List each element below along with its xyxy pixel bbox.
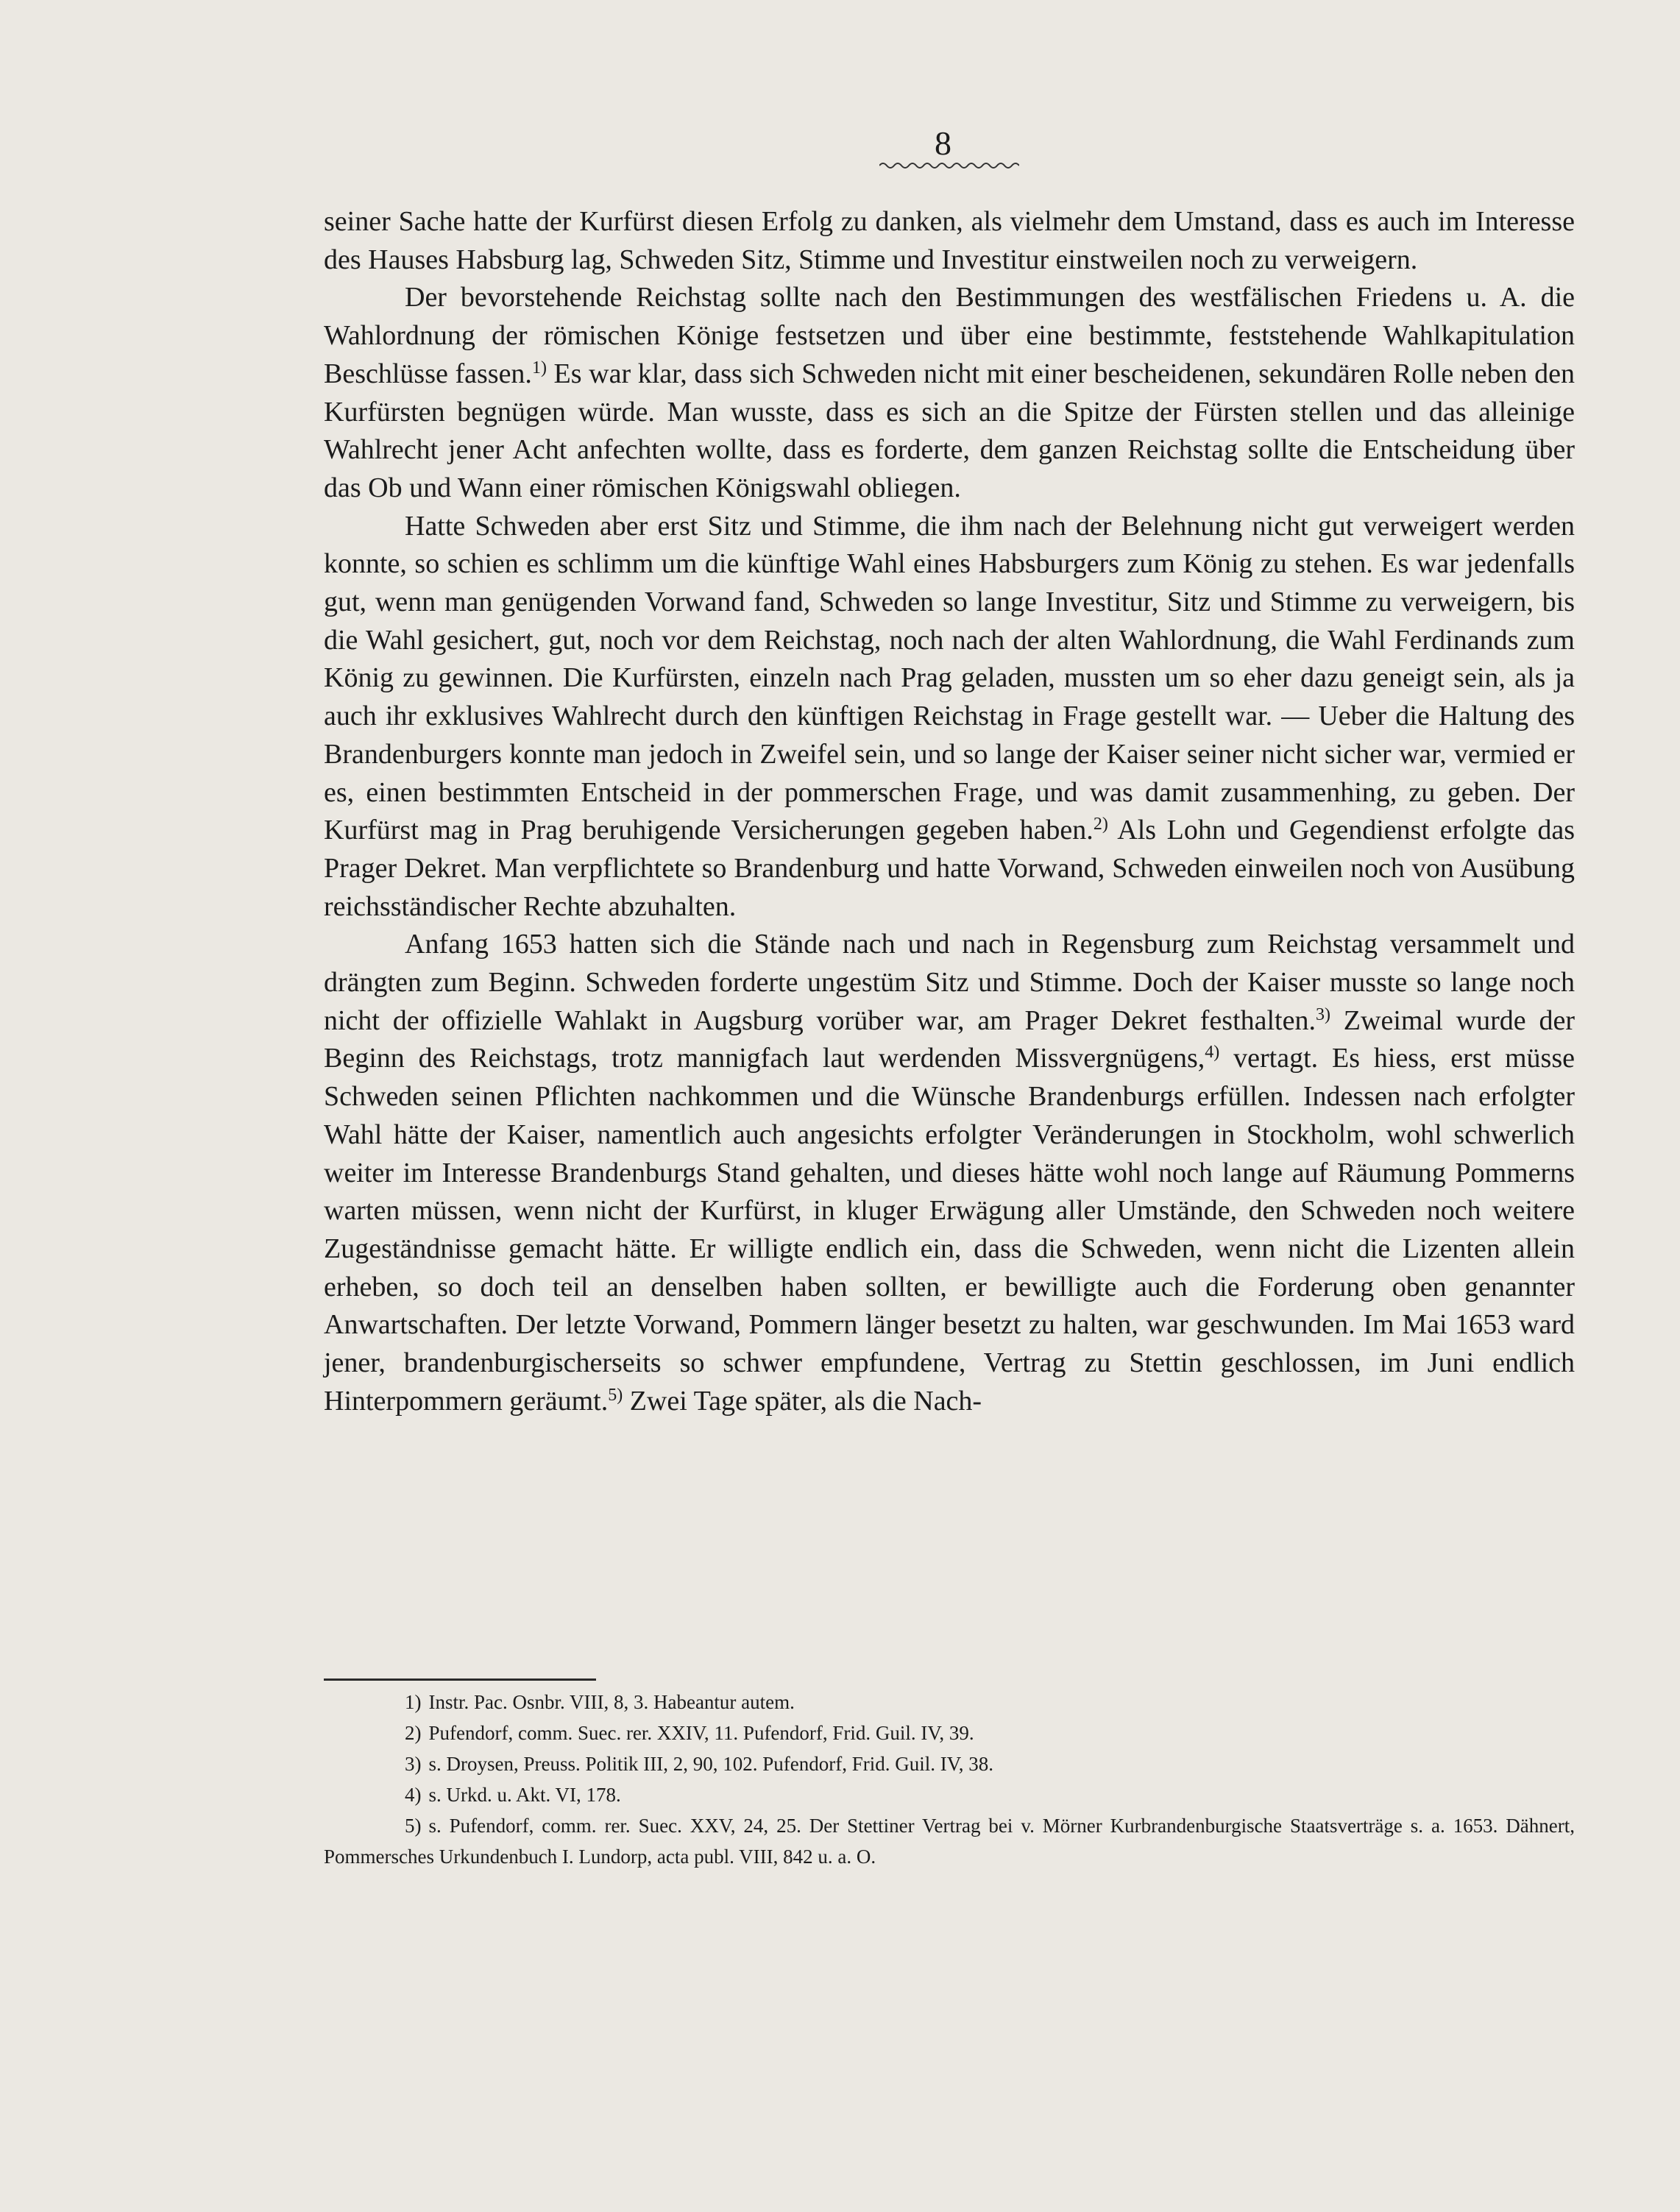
footnote-reference: 1) bbox=[531, 358, 547, 377]
main-text bbox=[324, 203, 1575, 1421]
text-run: Der bevorstehende Reichstag sollte nach den Bestimmungen des westfälischen Friedens u. A. die Wahlordnung der römischen Könige festsetzen und über eine bestimmte, feststehende Wahlkapitulation Beschlüsse fassen. bbox=[324, 282, 1575, 389]
ornament-wavy-rule bbox=[879, 160, 1019, 171]
footnote-marker: 4) bbox=[405, 1784, 422, 1806]
footnote bbox=[324, 1810, 1575, 1872]
footnote-marker: 3) bbox=[405, 1753, 422, 1775]
paragraph bbox=[324, 508, 1575, 926]
footnote-text: Pufendorf, comm. Suec. rer. XXIV, 11. Pufendorf, Frid. Guil. IV, 39. bbox=[428, 1722, 974, 1744]
footnote-separator bbox=[324, 1679, 596, 1681]
footnote-marker: 2) bbox=[405, 1722, 422, 1744]
text-run: Als Lohn und Gegendienst erfolgte das Prager Dekret. Man verpflichtete so Brandenburg und hatte Vorwand, Schweden einweilen noch von Ausübung reichsständischer Rechte abzuhalten. bbox=[324, 815, 1575, 922]
footnote-text: s. Pufendorf, comm. rer. Suec. XXV, 24, 25. Der Stettiner Vertrag bei v. Mörner Kurbrandenburgische Staatsverträge s. a. 1653. Dähnert, Pommersches Urkundenbuch I. Lundorp, acta publ. VIII, 842 u. a. O. bbox=[324, 1815, 1575, 1868]
footnote-text: s. Droysen, Preuss. Politik III, 2, 90, 102. Pufendorf, Frid. Guil. IV, 38. bbox=[428, 1753, 993, 1775]
footnote-marker: 5) bbox=[405, 1815, 422, 1837]
footnote-text: s. Urkd. u. Akt. VI, 178. bbox=[428, 1784, 621, 1806]
text-run: Hatte Schweden aber erst Sitz und Stimme, die ihm nach der Belehnung nicht gut verweigert werden konnte, so schien es schlimm um die künftige Wahl eines Habsburgers zum König zu stehen. Es war jedenfalls gut, wenn man genügenden Vorwand fand, Schweden so lange Investitur, Sitz und Stimme zu verweigern, bis die Wahl gesichert, gut, noch vor dem Reichstag, noch nach der alten Wahlordnung, die Wahl Ferdinands zum König zu gewinnen. Die Kurfürsten, einzeln nach Prag geladen, mussten um so eher dazu geneigt sein, als ja auch ihr exklusives Wahlrecht durch den künftigen Reichstag in Frage gestellt war. — Ueber die Haltung des Brandenburgers konnte man jedoch in Zweifel sein, und so lange der Kaiser seiner nicht sicher war, vermied er es, einen bestimmten Entscheid in der pommerschen Frage, und was damit zusammenhing, zu geben. Der Kurfürst mag in Prag beruhigende Versicherungen gegeben haben. bbox=[324, 510, 1575, 846]
footnote bbox=[324, 1779, 1575, 1810]
text-run: Zweimal wurde der Beginn des Reichstags, trotz mannigfach laut werdenden Missvergnügens, bbox=[324, 1004, 1575, 1074]
text-run: Es war klar, dass sich Schweden nicht mit einer bescheidenen, sekundären Rolle neben den Kurfürsten begnügen würde. Man wusste, dass es sich an die Spitze der Fürsten stellen und das alleinige Wahlrecht jener Acht anfechten wollte, dass es forderte, dem ganzen Reichstag sollte die Entscheidung über das Ob und Wann einer römischen Königswahl obliegen. bbox=[324, 358, 1575, 503]
footnote bbox=[324, 1748, 1575, 1779]
footnote-marker: 1) bbox=[405, 1691, 422, 1713]
paragraph bbox=[324, 279, 1575, 507]
footnote-reference: 4) bbox=[1205, 1043, 1220, 1063]
paragraph bbox=[324, 926, 1575, 1420]
footnote-reference: 2) bbox=[1093, 815, 1108, 834]
text-run: seiner Sache hatte der Kurfürst diesen Erfolg zu danken, als vielmehr dem Umstand, dass es auch im Interesse des Hauses Habsburg lag, Schweden Sitz, Stimme und Investitur einstweilen noch zu verweigern. bbox=[324, 206, 1575, 275]
footnote bbox=[324, 1687, 1575, 1718]
footnote-text: Instr. Pac. Osnbr. VIII, 8, 3. Habeantur autem. bbox=[428, 1691, 795, 1713]
text-run: Zwei Tage später, als die Nach- bbox=[623, 1385, 982, 1417]
footnote-reference: 3) bbox=[1315, 1004, 1330, 1024]
footnote bbox=[324, 1718, 1575, 1748]
page-number: 8 bbox=[935, 124, 951, 162]
text-run: vertagt. Es hiess, erst müsse Schweden seinen Pflichten nachkommen und die Wünsche Brandenburgs erfüllen. Indessen nach erfolgter Wahl hätte der Kaiser, namentlich auch angesichts erfolgter Veränderungen in Stockholm, wohl schwerlich weiter im Interesse Brandenburgs Stand gehalten, und dieses hätte wohl noch lange auf Räumung Pommerns warten müssen, wenn nicht der Kurfürst, in kluger Erwägung aller Umstände, den Schweden noch weitere Zugeständnisse gemacht hätte. Er willigte endlich ein, dass die Schweden, wenn nicht die Lizenten allein erheben, so doch teil an denselben haben sollten, er bewilligte auch die Forderung oben genannter Anwartschaften. Der letzte Vorwand, Pommern länger besetzt zu halten, war geschwunden. Im Mai 1653 ward jener, brandenburgischerseits so schwer empfundene, Vertrag zu Stettin geschlossen, im Juni endlich Hinterpommern geräumt. bbox=[324, 1043, 1575, 1417]
paragraph bbox=[324, 203, 1575, 279]
footnote-reference: 5) bbox=[608, 1385, 623, 1405]
text-run: Anfang 1653 hatten sich die Stände nach und nach in Regensburg zum Reichstag versammelt und drängten zum Beginn. Schweden forderte ungestüm Sitz und Stimme. Doch der Kaiser musste so lange noch nicht der offizielle Wahlakt in Augsburg vorüber war, am Prager Dekret festhalten. bbox=[324, 929, 1575, 1036]
footnotes bbox=[324, 1687, 1575, 1872]
